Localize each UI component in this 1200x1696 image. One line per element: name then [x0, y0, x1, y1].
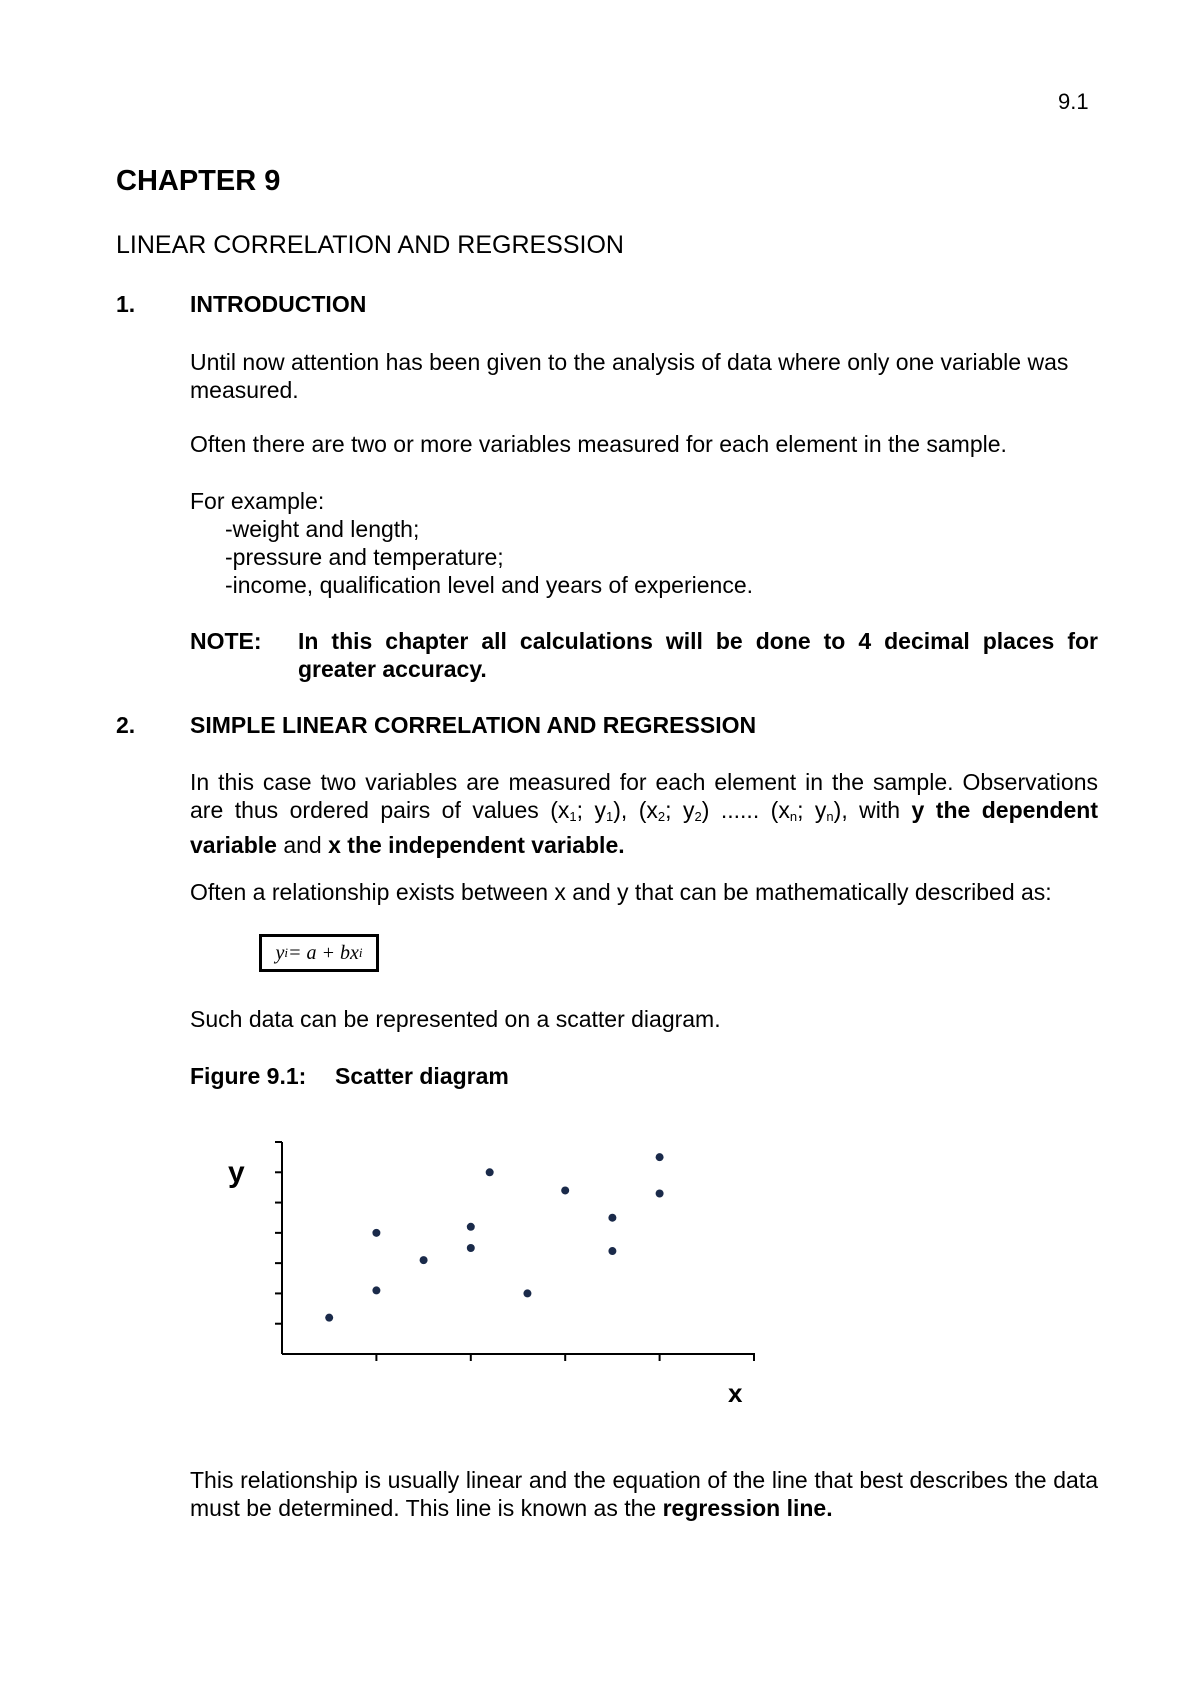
- section-2-heading: SIMPLE LINEAR CORRELATION AND REGRESSION: [190, 712, 757, 738]
- example-intro: For example:: [190, 488, 325, 514]
- document-title: LINEAR CORRELATION AND REGRESSION: [116, 231, 624, 259]
- p1-sep-1: ; y: [576, 797, 607, 823]
- scatter-point: [608, 1214, 616, 1222]
- section-1-heading: INTRODUCTION: [190, 291, 367, 317]
- chart-axes: [282, 1142, 755, 1354]
- p1-bold-x: x the independent variable: [328, 832, 619, 858]
- p1-sub-n: n: [789, 809, 798, 824]
- section-2-paragraph-4: [190, 1466, 1098, 1522]
- formula-y: y: [275, 941, 285, 964]
- formula-rest: = a + bx: [288, 941, 359, 964]
- formula-sub-i-2: i: [358, 945, 363, 960]
- scatter-chart: [200, 1120, 780, 1420]
- example-item-3: -income, qualification level and years of experience.: [225, 572, 754, 598]
- scatter-point: [325, 1314, 333, 1322]
- formula-box: [259, 934, 379, 972]
- intro-paragraph-2: Often there are two or more variables measured for each element in the sample.: [190, 431, 1007, 457]
- intro-paragraph-1: [190, 348, 1098, 404]
- intro-paragraph-1-text: Until now attention has been given to the analysis of data where only one variable was measured.: [190, 349, 1069, 403]
- p4-bold: regression line.: [662, 1495, 833, 1521]
- section-2-paragraph-2: Often a relationship exists between x and y that can be mathematically described as:: [190, 879, 1052, 905]
- figure-label: Figure 9.1:: [190, 1063, 307, 1089]
- figure-title: Scatter diagram: [335, 1063, 509, 1089]
- section-1-number: 1.: [116, 291, 136, 317]
- p1-sub-nb: n: [826, 809, 834, 824]
- page-number: 9.1: [1058, 89, 1089, 114]
- y-axis-label: y: [228, 1156, 245, 1189]
- scatter-point: [656, 1189, 664, 1197]
- chart-points: [325, 1153, 663, 1322]
- scatter-point: [467, 1223, 475, 1231]
- p1-sub-2: 2: [657, 809, 666, 824]
- scatter-point: [486, 1168, 494, 1176]
- note-label: NOTE:: [190, 628, 262, 654]
- scatter-point: [372, 1229, 380, 1237]
- note-text: In this chapter all calculations will be done to 4 decimal places for greater accuracy.: [298, 628, 1098, 682]
- p1-sub-1b: 1: [606, 809, 614, 824]
- example-item-2: -pressure and temperature;: [225, 544, 504, 570]
- formula-sub-i: i: [284, 945, 288, 960]
- section-2-number: 2.: [116, 712, 136, 738]
- scatter-point: [656, 1153, 664, 1161]
- scatter-point: [372, 1286, 380, 1294]
- p1-sep-4: ; y: [797, 797, 827, 823]
- x-axis-label: x: [728, 1378, 743, 1408]
- p1-bold-y: y the dependent variable: [190, 797, 1099, 858]
- p1-close-with: ), with: [833, 797, 912, 823]
- chart-ticks: [275, 1142, 754, 1361]
- chapter-heading: CHAPTER 9: [116, 165, 281, 197]
- p1-text-a: In this case two variables are measured for each element in the sample. Observations are thus ordered pairs of values (x: [190, 769, 1098, 823]
- section-2-paragraph-1: [190, 768, 1098, 859]
- scatter-point: [561, 1186, 569, 1194]
- p1-dots: ) ...... (x: [701, 797, 790, 823]
- scatter-point: [467, 1244, 475, 1252]
- p1-sep-2: ), (x: [613, 797, 658, 823]
- section-2-paragraph-3: Such data can be represented on a scatter diagram.: [190, 1006, 721, 1032]
- scatter-point: [420, 1256, 428, 1264]
- scatter-point: [608, 1247, 616, 1255]
- p4-text: This relationship is usually linear and the equation of the line that best describes the data must be determined. This line is known as the: [190, 1467, 1098, 1521]
- p1-sub-1: 1: [569, 809, 577, 824]
- p1-period: .: [618, 832, 625, 858]
- scatter-point: [523, 1289, 531, 1297]
- example-item-1: -weight and length;: [225, 516, 420, 542]
- p1-sep-3: ; y: [665, 797, 695, 823]
- p1-and: and: [276, 832, 329, 858]
- p1-sub-2b: 2: [694, 809, 702, 824]
